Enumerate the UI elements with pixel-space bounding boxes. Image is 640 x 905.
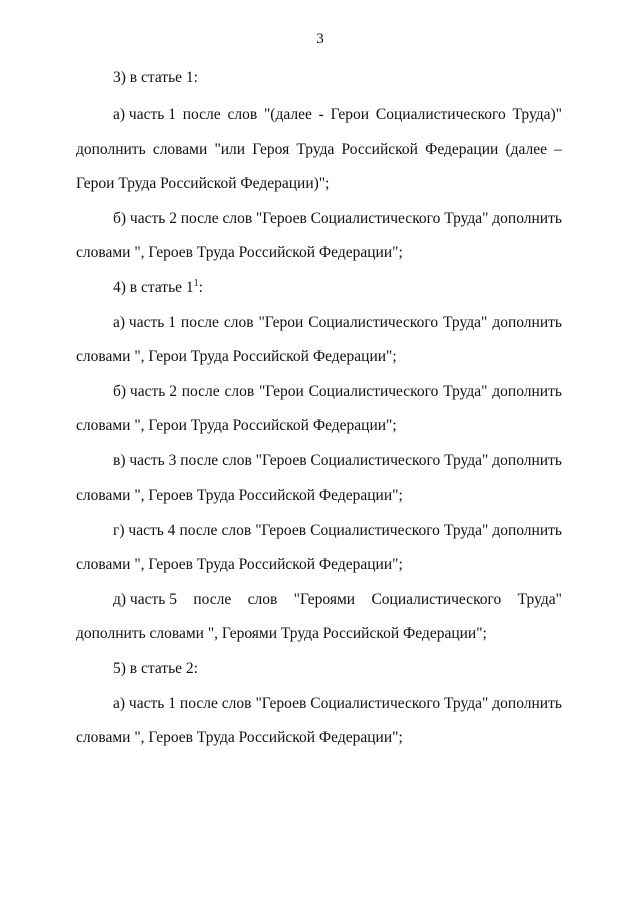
word: слов [227, 106, 258, 123]
word: Социалистического [310, 452, 441, 469]
word: слов [221, 522, 252, 539]
item-4-g-line-1 [113, 521, 562, 541]
word: "(далее [263, 106, 312, 123]
word: слов [224, 383, 255, 400]
word: после [182, 106, 221, 123]
word: после [180, 314, 219, 331]
word: "Героев [255, 522, 307, 539]
word: после [179, 522, 218, 539]
word: а) часть 1 [113, 106, 176, 123]
word: Российской [341, 141, 418, 158]
word: "Героев [255, 695, 307, 712]
word: дополнить [492, 314, 562, 331]
word: б) часть 2 [113, 383, 177, 400]
word: Труда" [443, 314, 488, 331]
word: дополнить [492, 695, 562, 712]
word: Социалистического [308, 314, 439, 331]
item-3-b-line-1 [113, 209, 562, 229]
word: Социалистического [371, 591, 502, 608]
word: Героя [252, 141, 290, 158]
page-number: 3 [316, 31, 324, 47]
item-3-a-line-3: Герои Труда Российской Федерации)"; [76, 175, 330, 192]
word: "или [214, 141, 246, 158]
word: дополнить [492, 522, 562, 539]
item-4-v-line-2: словами ", Героев Труда Российской Федерации"; [76, 487, 403, 504]
word: "Героев [255, 210, 307, 227]
word: Труда" [444, 210, 489, 227]
item-4-g-line-2: словами ", Героев Труда Российской Федерации"; [76, 556, 403, 573]
word: Труда)" [512, 106, 562, 123]
word: Труда" [444, 695, 489, 712]
item-4-heading [113, 278, 562, 298]
word: после [181, 383, 220, 400]
item-3-a-line-1 [113, 105, 562, 125]
word: а) часть 1 [113, 314, 176, 331]
word: после [193, 591, 232, 608]
item-4-heading-colon: : [198, 279, 203, 296]
item-3-a-line-2 [76, 140, 562, 160]
word: (далее [505, 141, 547, 158]
word: дополнить [492, 383, 562, 400]
word: Социалистического [310, 210, 441, 227]
word: словами [152, 141, 208, 158]
item-4-a-line-2: словами ", Герои Труда Российской Федерации"; [76, 348, 397, 365]
word: - [318, 106, 324, 123]
item-5-a-line-1 [113, 694, 562, 714]
word: Труда" [517, 591, 562, 608]
item-4-a-line-1 [113, 313, 562, 333]
word: после [179, 695, 218, 712]
item-4-b-line-1 [113, 382, 562, 402]
word: дополнить [492, 452, 562, 469]
item-4-v-line-1 [113, 451, 562, 471]
word: Социалистического [308, 383, 439, 400]
item-5-a-line-2: словами ", Героев Труда Российской Федерации"; [76, 729, 403, 746]
word: "Герои [258, 383, 304, 400]
word: Социалистического [375, 106, 506, 123]
word: Труда [296, 141, 335, 158]
word: "Герои [258, 314, 304, 331]
word: дополнить [492, 210, 562, 227]
word: после [180, 210, 219, 227]
word: Социалистического [310, 522, 440, 539]
word: Федерации [425, 141, 499, 158]
word: г) часть 4 [113, 522, 176, 539]
word: – [554, 141, 562, 158]
item-4-d-line-2: дополнить словами ", Героями Труда Российской Федерации"; [76, 625, 487, 642]
item-3-heading: 3) в статье 1: [113, 69, 198, 86]
word: "Героев [255, 452, 307, 469]
item-4-heading-superscript: 1 [193, 278, 199, 289]
item-4-b-line-2: словами ", Герои Труда Российской Федерации"; [76, 417, 397, 434]
word: Труда" [444, 452, 489, 469]
word: Труда" [443, 383, 488, 400]
word: слов [223, 314, 254, 331]
item-5-heading: 5) в статье 2: [113, 660, 198, 677]
word: Социалистического [310, 695, 441, 712]
item-3-b-line-2: словами ", Героев Труда Российской Федерации"; [76, 244, 403, 261]
word: Труда" [443, 522, 489, 539]
word: в) часть 3 [113, 452, 177, 469]
word: слов [222, 210, 253, 227]
word: д) часть 5 [113, 591, 177, 608]
word: слов [221, 695, 252, 712]
item-4-heading-text: 4) в статье 1 [113, 279, 194, 296]
item-4-d-line-1 [113, 590, 562, 610]
word: после [180, 452, 219, 469]
word: "Героями [293, 591, 356, 608]
word: б) часть 2 [113, 210, 177, 227]
word: слов [247, 591, 278, 608]
word: а) часть 1 [113, 695, 176, 712]
word: Герои [330, 106, 370, 123]
word: слов [222, 452, 252, 469]
word: дополнить [76, 141, 146, 158]
